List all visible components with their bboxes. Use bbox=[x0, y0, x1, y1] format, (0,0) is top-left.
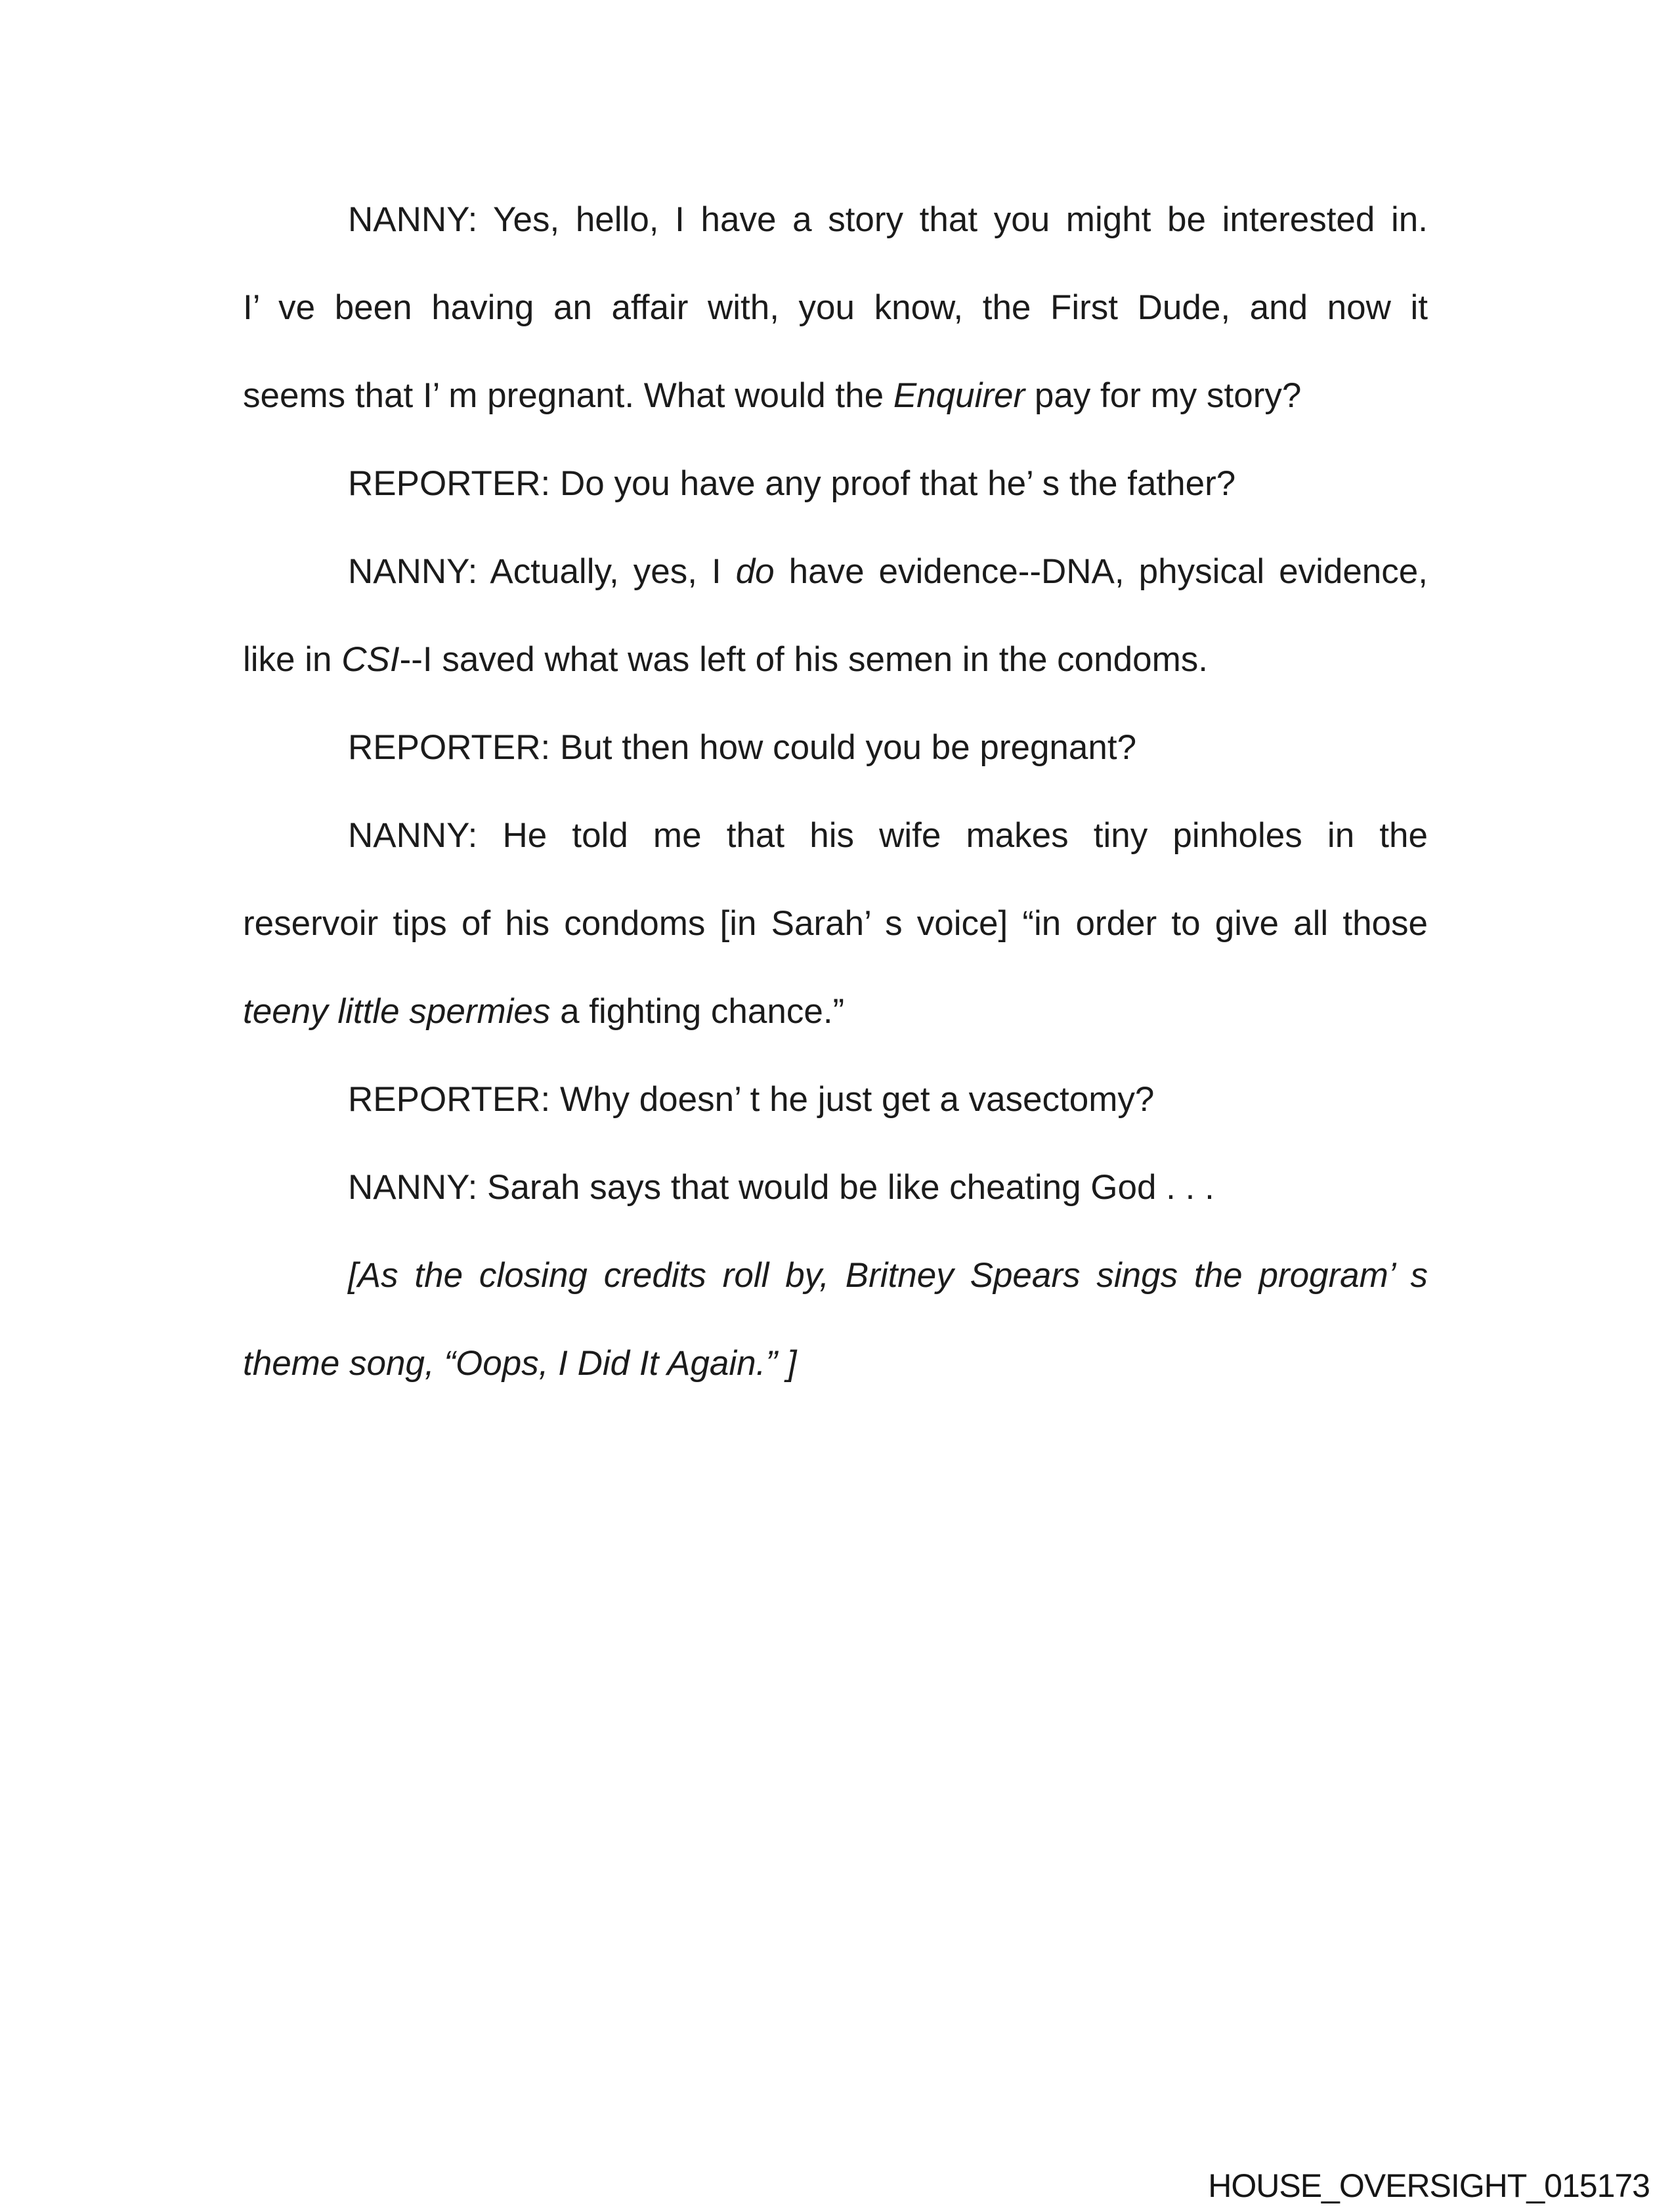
text-segment: I’ ve been having an affair with, you know, the First Dude, and now it bbox=[243, 288, 1428, 327]
text-line bbox=[243, 528, 1428, 616]
text-line bbox=[243, 1320, 1428, 1408]
text-line bbox=[243, 1056, 1428, 1144]
text-segment: REPORTER: Why doesn’ t he just get a vasectomy? bbox=[348, 1080, 1155, 1119]
text-segment: do bbox=[735, 552, 775, 591]
text-segment: reservoir tips of his condoms [in Sarah’ s voice] “in order to give all those bbox=[243, 904, 1428, 943]
text-line bbox=[243, 352, 1428, 440]
text-line bbox=[243, 968, 1428, 1056]
text-line bbox=[243, 176, 1428, 264]
text-segment: a fighting chance.” bbox=[550, 992, 845, 1031]
text-line bbox=[243, 616, 1428, 704]
text-segment: seems that I’ m pregnant. What would the bbox=[243, 376, 893, 415]
text-segment: like in bbox=[243, 640, 342, 679]
bates-number: HOUSE_OVERSIGHT_015173 bbox=[1208, 2167, 1650, 2204]
text-segment: NANNY: Sarah says that would be like cheating God . . . bbox=[348, 1168, 1214, 1207]
text-segment: NANNY: Yes, hello, I have a story that you might be interested in. bbox=[348, 200, 1428, 239]
text-line bbox=[243, 440, 1428, 528]
text-segment: teeny little spermies bbox=[243, 992, 551, 1031]
text-segment: REPORTER: But then how could you be pregnant? bbox=[348, 728, 1137, 767]
text-segment: REPORTER: Do you have any proof that he’ s the father? bbox=[348, 464, 1236, 503]
text-segment: --I saved what was left of his semen in the condoms. bbox=[399, 640, 1208, 679]
text-segment: pay for my story? bbox=[1025, 376, 1302, 415]
text-line bbox=[243, 264, 1428, 352]
text-line bbox=[243, 704, 1428, 792]
text-segment: theme song, “Oops, I Did It Again.” ] bbox=[243, 1344, 797, 1383]
text-segment: NANNY: Actually, yes, I bbox=[348, 552, 736, 591]
text-line bbox=[243, 792, 1428, 880]
text-segment: [As the closing credits roll by, Britney Spears sings the program’ s bbox=[348, 1256, 1428, 1295]
text-segment: have evidence--DNA, physical evidence, bbox=[774, 552, 1428, 591]
text-line bbox=[243, 1144, 1428, 1232]
document-body bbox=[243, 176, 1428, 1408]
text-segment: CSI bbox=[341, 640, 400, 679]
text-segment: NANNY: He told me that his wife makes tiny pinholes in the bbox=[348, 816, 1428, 855]
text-line bbox=[243, 1232, 1428, 1320]
text-segment: Enquirer bbox=[893, 376, 1025, 415]
text-line bbox=[243, 880, 1428, 968]
